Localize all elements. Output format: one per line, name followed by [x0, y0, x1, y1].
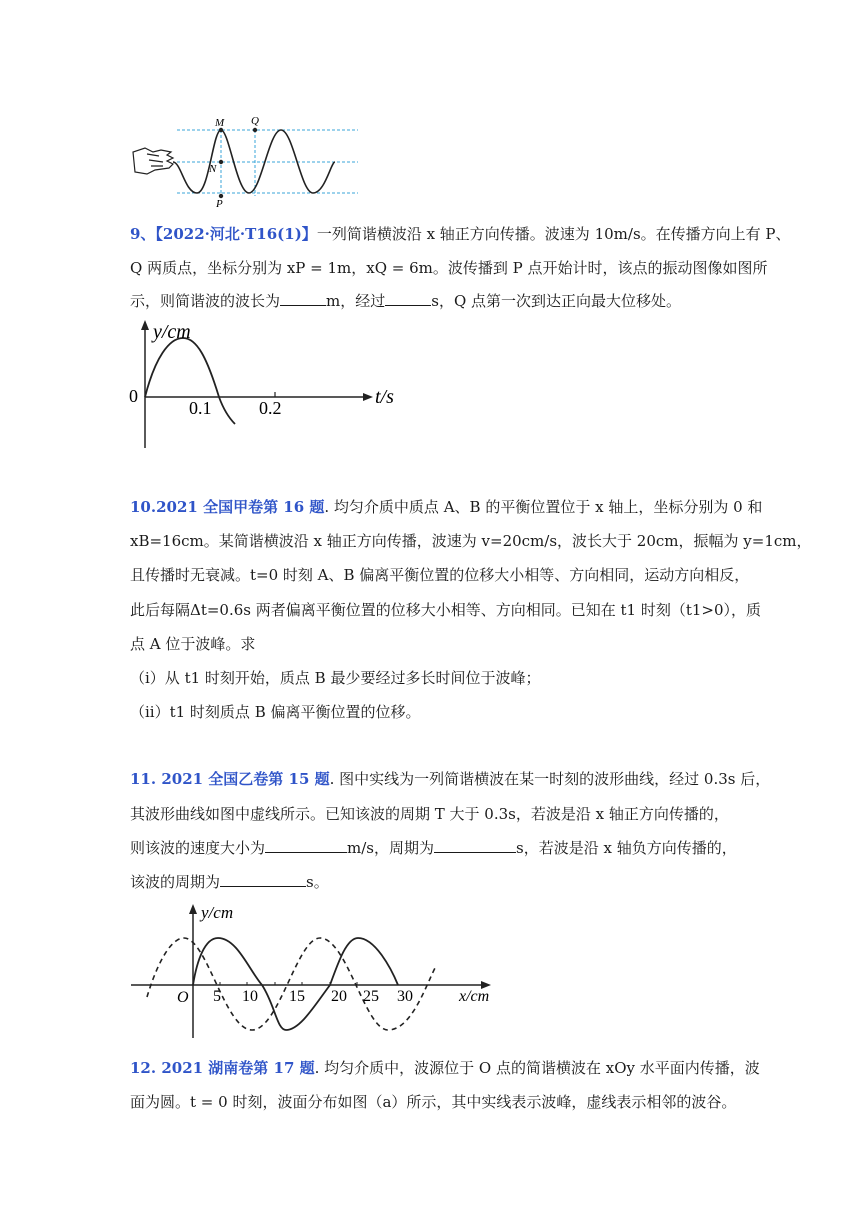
svg-text:O: O — [177, 989, 189, 1006]
hand-shaking-rope-icon — [133, 148, 173, 174]
q9-blank-wavelength[interactable] — [280, 291, 326, 306]
q9-line-1: 9、【2022·河北·T16(1)】一列简谐横波沿 x 轴正方向传播。波速为 10m/s。在传播方向上有 P、 — [130, 225, 791, 243]
q11-ref: 11. 2021 全国乙卷第 15 题 — [130, 770, 330, 788]
q11-line-3: 则该波的速度大小为 m/s，周期为 s，若波是沿 x 轴负方向传播的， — [130, 839, 737, 857]
svg-text:t/s: t/s — [375, 386, 394, 408]
q10-line-4: 此后每隔Δt=0.6s 两者偏离平衡位置的位移大小相等、方向相同。已知在 t1 时刻（t1>0），质 — [130, 601, 762, 619]
svg-text:10: 10 — [242, 988, 258, 1005]
svg-text:y/cm: y/cm — [201, 903, 234, 922]
q10-line-7: （ii）t1 时刻质点 B 偏离平衡位置的位移。 — [130, 703, 421, 721]
q11-blank-period-neg[interactable] — [220, 872, 306, 887]
q11-dashed-waveform — [147, 938, 435, 1030]
label-M: M — [215, 117, 225, 129]
q9-blank-time[interactable] — [385, 291, 431, 306]
q12-ref: 12. 2021 湖南卷第 17 题 — [130, 1059, 315, 1077]
svg-text:y/cm: y/cm — [153, 321, 191, 343]
q10-line-6: （i）从 t1 时刻开始，质点 B 最少要经过多长时间位于波峰； — [130, 669, 541, 687]
q11-blank-period[interactable] — [434, 838, 516, 853]
q9-line-3: 示，则简谐波的波长为 m，经过 s，Q 点第一次到达正向最大位移处。 — [130, 292, 682, 310]
svg-text:x/cm: x/cm — [459, 988, 490, 1005]
q10-line-5: 点 A 位于波峰。求 — [130, 635, 256, 653]
q11-line-4: 该波的周期为 s。 — [130, 873, 329, 891]
svg-text:30: 30 — [397, 988, 413, 1005]
q9-line-2: Q 两质点，坐标分别为 xP = 1m，xQ = 6m。波传播到 P 点开始计时，该点的振动图像如图所 — [130, 259, 768, 277]
q9-ref: 9、【2022·河北·T16(1)】 — [130, 225, 317, 243]
svg-text:0.2: 0.2 — [259, 398, 282, 418]
rope-wave-figure — [125, 112, 365, 207]
q11-line-2: 其波形曲线如图中虚线所示。已知该波的周期 T 大于 0.3s，若波是沿 x 轴正方向传播的， — [130, 805, 729, 823]
q12-line-2: 面为圆。t = 0 时刻，波面分布如图（a）所示，其中实线表示波峰，虚线表示相邻的波谷。 — [130, 1093, 737, 1111]
q11-line-1: 11. 2021 全国乙卷第 15 题. 图中实线为一列简谐横波在某一时刻的波形曲线，经过 0.3s 后， — [130, 770, 771, 788]
q10-line-1: 10.2021 全国甲卷第 16 题. 均匀介质中质点 A、B 的平衡位置位于 x 轴上，坐标分别为 0 和 — [130, 498, 763, 516]
svg-text:20: 20 — [331, 988, 347, 1005]
q10-ref: 10.2021 全国甲卷第 16 题 — [130, 498, 325, 516]
q11-waveform-graph — [125, 900, 505, 1040]
label-Q: Q — [251, 115, 259, 127]
q11-blank-speed[interactable] — [265, 838, 347, 853]
svg-text:0: 0 — [129, 386, 138, 406]
q10-line-3: 且传播时无衰减。t=0 时刻 A、B 偏离平衡位置的位移大小相等、方向相同，运动方向相反， — [130, 566, 750, 584]
svg-text:15: 15 — [289, 988, 305, 1005]
q12-line-1: 12. 2021 湖南卷第 17 题. 均匀介质中，波源位于 O 点的简谐横波在 xOy 水平面内传播，波 — [130, 1059, 760, 1077]
label-N: N — [209, 163, 217, 175]
svg-text:0.1: 0.1 — [189, 398, 212, 418]
q11-solid-waveform — [193, 938, 398, 1030]
svg-text:25: 25 — [363, 988, 379, 1005]
svg-text:5: 5 — [213, 988, 221, 1005]
q9-vibration-graph — [125, 318, 415, 456]
label-P: P — [216, 198, 223, 207]
q10-line-2: xB=16cm。某简谐横波沿 x 轴正方向传播，波速为 v=20cm/s，波长大于 20cm，振幅为 y=1cm， — [130, 532, 812, 550]
